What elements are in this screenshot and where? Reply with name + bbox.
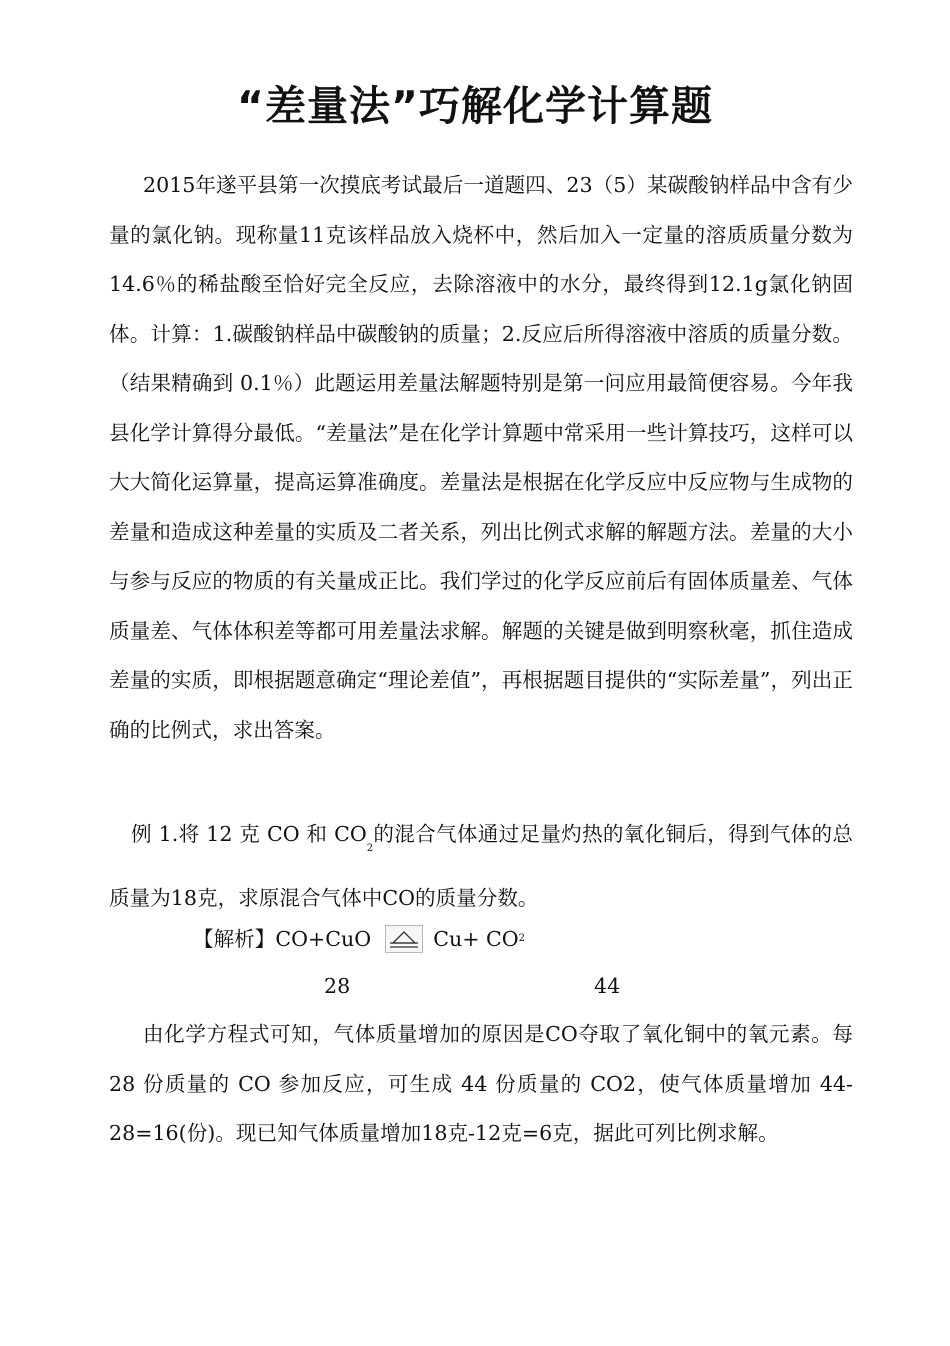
mass-co: 28 — [324, 974, 351, 998]
equation-reactants: CO+CuO — [275, 926, 372, 951]
example-paragraph — [109, 810, 853, 923]
example-subscript: 2 — [366, 843, 374, 854]
mass-co2: 44 — [594, 974, 621, 998]
equation-products: Cu+ CO — [433, 926, 519, 951]
page-title: “差量法”巧解化学计算题 — [237, 82, 713, 130]
example-text-after: 的混合气体通过足量灼热的氧化铜后，得到气体的总质量为18克，求原混合气体中CO的质量分数。 — [109, 822, 853, 910]
explanation-paragraph: 由化学方程式可知，气体质量增加的原因是CO夺取了氧化铜中的氧元素。每 28 份质量的 CO 参加反应，可生成 44 份质量的 CO2，使气体质量增加 44-28=16(份)。现已知气体质量增加18克-12克=6克，据此可列比例求解。 — [109, 1022, 853, 1145]
analysis-label: 【解析】 — [193, 926, 276, 951]
example-text-before: 例 1.将 12 克 CO 和 CO — [131, 822, 367, 846]
chemical-equation — [193, 912, 525, 962]
equation-products-subscript: 2 — [518, 932, 526, 944]
heating-triangle-icon — [385, 925, 423, 953]
intro-paragraph: 2015年遂平县第一次摸底考试最后一道题四、23（5）某碳酸钠样品中含有少量的氯化钠。现称量11克该样品放入烧杯中，然后加入一定量的溶质质量分数为 14.6％的稀盐酸至恰好完全反应，去除溶液中的水分，最终得到12.1g氯化钠固体。计算：1.碳酸钠样品中碳酸钠的质量；2.反应后所得溶液中溶质的质量分数。（结果精确到 0.1％）此题运用差量法解题特别是第一问应用最简便容易。今年我县化学计算得分最低。“差量法”是在化学计算题中常采用一些计算技巧，这样可以大大简化运算量，提高运算准确度。差量法是根据在化学反应中反应物与生成物的差量和造成这种差量的实质及二者关系，列出比例式求解的解题方法。差量的大小与参与反应的物质的有关量成正比。我们学过的化学反应前后有固体质量差、气体质量差、气体体积差等都可用差量法求解。解题的关键是做到明察秋毫，抓住造成差量的实质，即根据题意确定“理论差值”，再根据题目提供的“实际差量”，列出正确的比例式，求出答案。 — [109, 173, 853, 742]
